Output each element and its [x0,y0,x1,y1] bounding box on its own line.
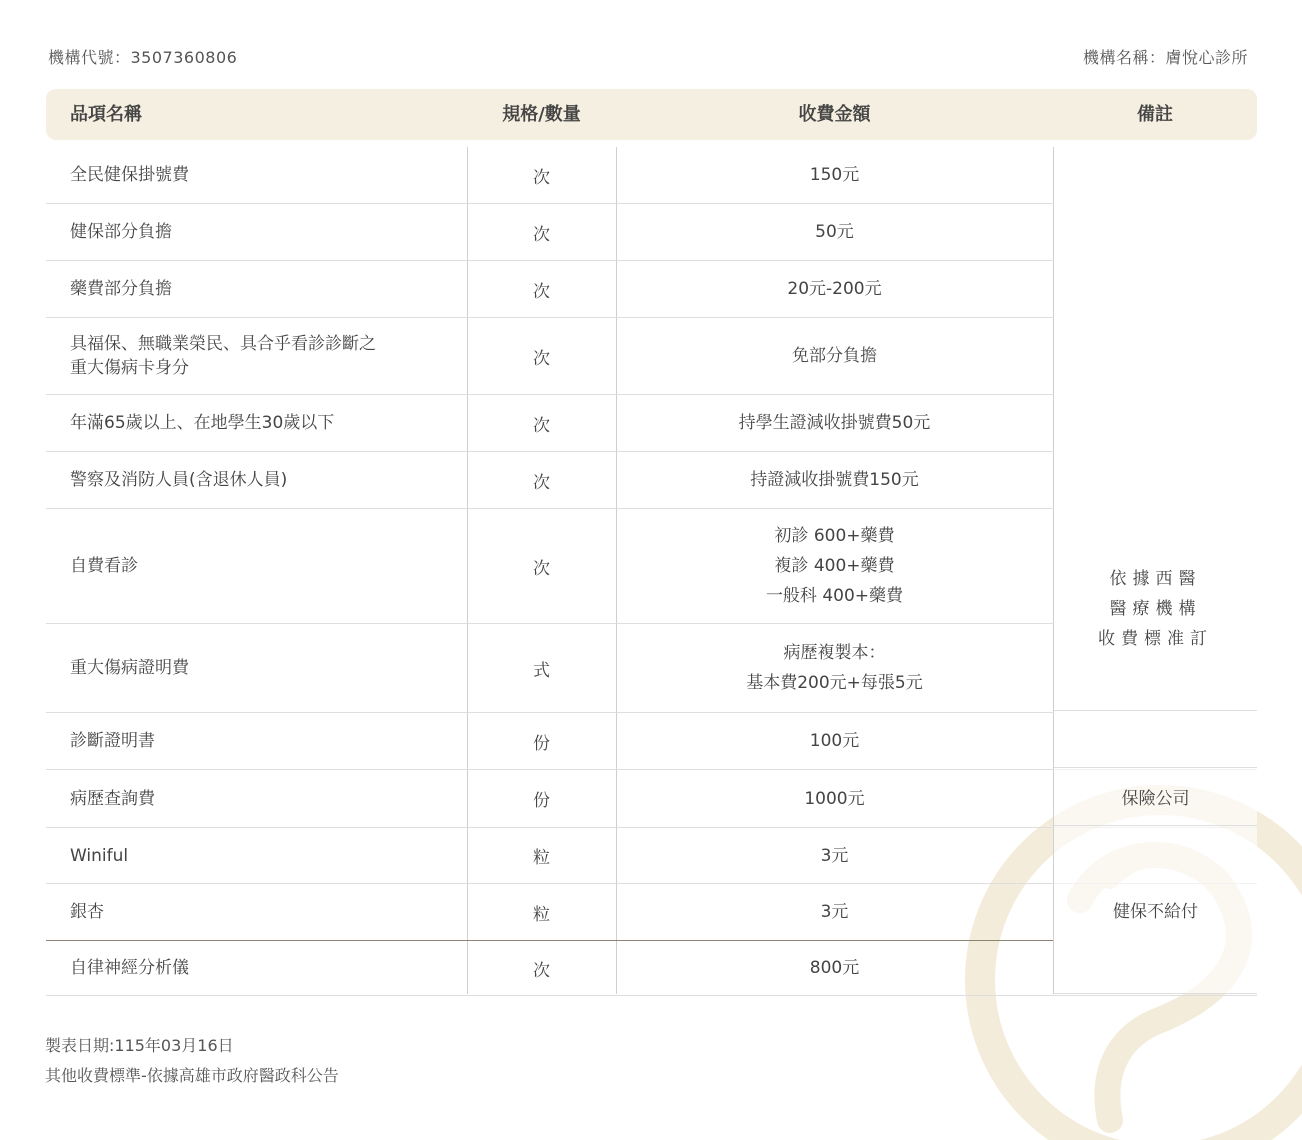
other-fee-standard: 其他收費標準-依據高雄市政府醫政科公告 [45,1066,339,1085]
row-name-line: 重大傷病卡身分 [70,358,189,378]
row-spec: 次 [533,167,550,188]
row-spec: 粒 [533,904,550,925]
row-name: Winiful [70,845,129,866]
fee-line: 複診 400+藥費 [774,556,895,576]
table-body [46,147,1257,996]
column-header-name: 品項名稱 [70,104,142,125]
fee-line: 初診 600+藥費 [774,526,895,546]
row-name: 藥費部分負擔 [70,279,172,299]
row-spec: 份 [533,791,550,811]
row-name: 診斷證明書 [70,731,155,751]
row-name: 重大傷病證明費 [70,658,189,678]
row-spec: 次 [533,224,550,245]
row-spec: 次 [533,348,550,369]
table-row [46,884,1053,941]
column-header-fee: 收費金額 [798,104,871,125]
row-fee: 50元 [815,222,854,242]
note-not-covered: 健保不給付 [1054,826,1257,994]
row-spec: 次 [533,558,550,579]
fee-line: 病歷複製本： [783,643,886,663]
row-name: 健保部分負擔 [70,222,172,242]
org-name: 機構名稱：膚悅心診所 [1082,48,1248,67]
row-name: 自費看診 [70,556,138,576]
table-date: 製表日期:115年03月16日 [45,1036,234,1055]
note-medical-standard [1054,507,1257,711]
table-header [46,89,1257,140]
row-name [70,318,450,394]
row-name: 病歷查詢費 [70,788,155,809]
note-cell-empty [1054,711,1257,768]
row-name: 銀杏 [70,902,104,922]
org-info-row [48,45,1248,68]
row-spec: 次 [533,960,550,981]
row-name: 年滿65歲以上、在地學生30歲以下 [70,413,335,433]
row-fee: 800元 [809,958,860,978]
row-fee: 150元 [809,165,860,185]
row-fee: 免部分負擔 [792,346,877,366]
row-fee: 持學生證減收掛號費50元 [738,413,931,433]
row-fee: 20元-200元 [787,279,882,299]
row-fee: 3元 [820,902,849,922]
row-name: 自律神經分析儀 [70,958,189,978]
column-header-note: 備註 [1137,104,1173,125]
row-spec: 份 [533,733,550,754]
note-line: 收費標准訂 [1098,628,1213,649]
row-fee [616,509,1053,623]
note-insurance-company: 保險公司 [1054,768,1257,826]
note-line: 醫療機構 [1109,598,1202,619]
row-name: 警察及消防人員(含退休人員) [70,470,288,490]
row-name: 全民健保掛號費 [70,165,189,185]
row-spec: 粒 [533,848,550,868]
row-name-line: 具福保、無職業榮民、具合乎看診診斷之 [70,334,376,354]
row-fee [616,624,1053,712]
row-fee: 1000元 [804,788,865,809]
row-fee: 3元 [820,845,849,866]
note-cell-empty [1054,147,1257,507]
fee-table [46,89,1257,996]
row-spec: 次 [533,472,550,493]
row-fee: 持證減收掛號費150元 [750,470,919,490]
row-spec: 式 [533,660,550,681]
fee-line: 一般科 400+藥費 [765,586,904,606]
fee-line: 基本費200元+每張5元 [746,673,923,693]
column-header-spec: 規格/數量 [502,104,581,125]
org-code: 機構代號：3507360806 [48,48,238,67]
footer [45,1031,339,1091]
row-spec: 次 [533,281,550,302]
note-line: 依據西醫 [1109,568,1202,589]
row-spec: 次 [533,415,550,436]
row-fee: 100元 [809,731,860,751]
